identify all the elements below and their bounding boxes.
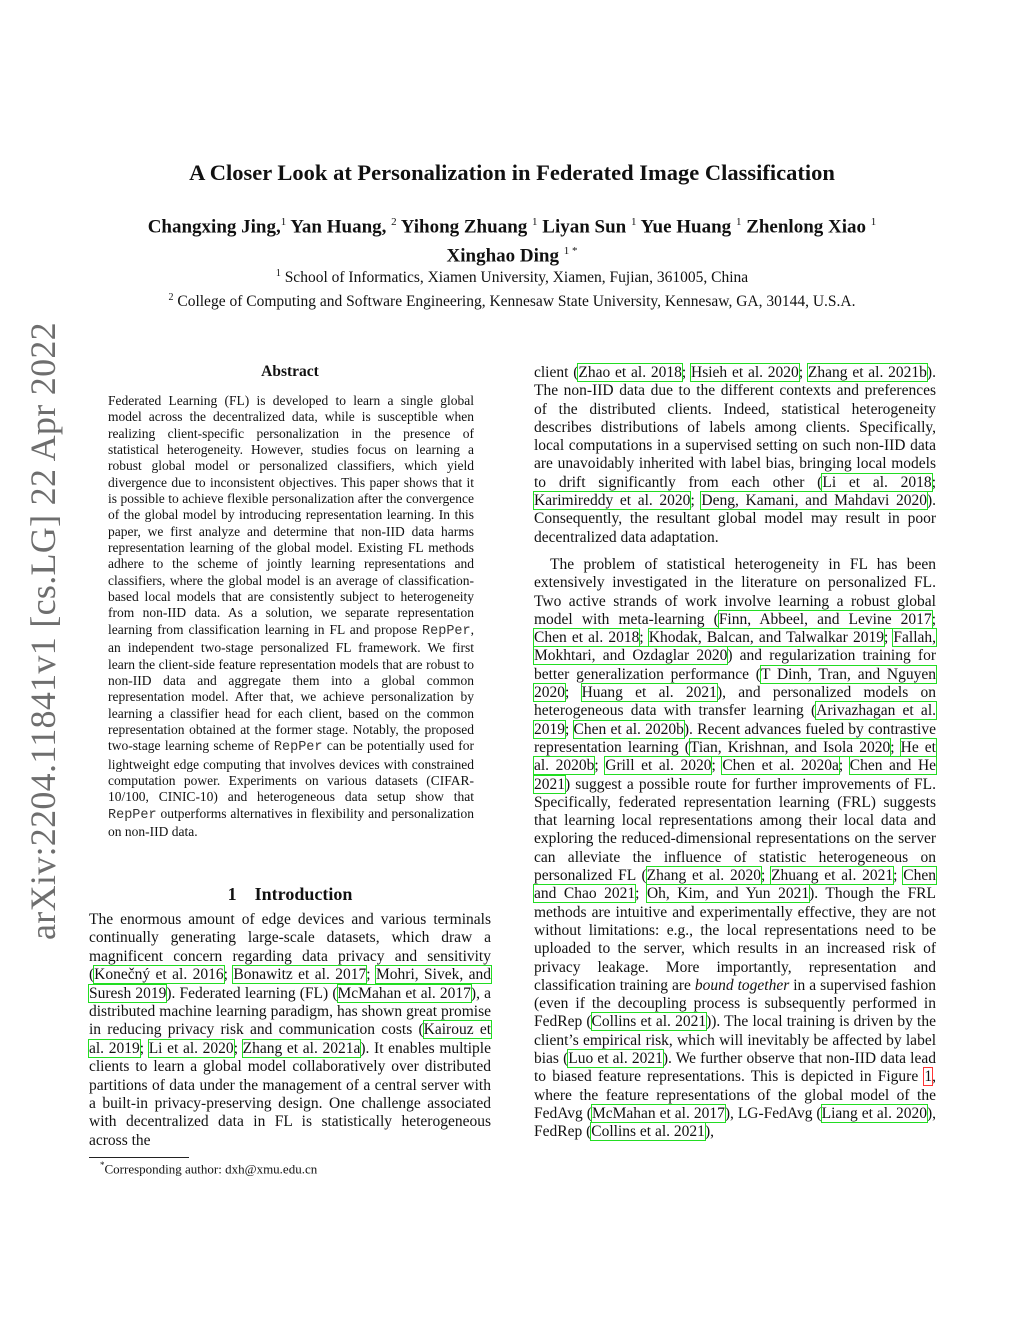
section-number: 1 xyxy=(227,884,237,904)
citation-link[interactable]: Li et al. 2020 xyxy=(148,1039,234,1057)
citation-link[interactable]: Hsieh et al. 2020 xyxy=(691,364,799,381)
paper-title: A Closer Look at Personalization in Federated Image Classification xyxy=(189,160,835,185)
citation-link[interactable]: Luo et al. 2021 xyxy=(568,1049,663,1067)
affiliation-mark: 1 xyxy=(870,216,877,228)
body-text: ; xyxy=(798,364,808,381)
body-text: ) and regularization training for better generalization performance ( xyxy=(534,647,936,683)
abstract-text: , an independent two-stage personalized FL framework. We first learn the client-side feature representation models that are robust to non-IID data and aggregate them into a global common representation model. After that, we achieve personalization by learning a classifier head for each client, based on the common representation obtained at the former stage. Notably, the proposed two-stage learning scheme of xyxy=(108,621,474,754)
citation-link[interactable]: He et al. 2020b xyxy=(534,738,936,775)
citation-link[interactable]: Oh, Kim, and Yun 2021 xyxy=(646,885,810,903)
citation-link[interactable]: Bonawitz et al. 2017 xyxy=(233,966,367,984)
body-text: ), xyxy=(704,1123,714,1141)
abstract-text: outperforms alternatives in flexibility and personalization on non-IID data. xyxy=(108,805,474,839)
affiliation-text: School of Informatics, Xiamen University, Xiamen, Fujian, 361005, China xyxy=(284,269,749,287)
citation-link[interactable]: Fallah, Mokhtari, and Ozdaglar 2020 xyxy=(534,629,937,665)
body-text: The problem of statistical heterogeneity in FL has been extensively investigated in the literature on personalized FL. Two active strands of work involve learning a robust global model with meta-learning ( xyxy=(534,555,936,628)
citation-link[interactable]: Zhang et al. 2021a xyxy=(242,1039,361,1057)
body-text: ). We further observe that non-IID data lead to biased feature representations. This is depicted in Figure xyxy=(534,1049,936,1086)
citation-link[interactable]: Chen and Chao 2021 xyxy=(534,867,937,903)
affiliation-text: College of Computing and Software Engineering, Kennesaw State University, Kennesaw, GA, 30144, U.S.A. xyxy=(177,293,856,311)
affiliation-mark: 1 xyxy=(735,216,742,228)
citation-link[interactable]: Chen and He 2021 xyxy=(534,757,937,793)
abstract-heading: Abstract xyxy=(261,363,319,380)
body-text: ; xyxy=(639,629,649,647)
body-text: ). Recent advances fueled by contrastive representation learning ( xyxy=(534,720,936,756)
body-text: ; xyxy=(565,684,582,702)
body-text: client ( xyxy=(534,364,579,381)
citation-link[interactable]: Finn, Abbeel, and Levine 2017 xyxy=(718,610,932,628)
method-name: RepPer xyxy=(273,740,323,756)
intro-paragraph xyxy=(89,911,491,1150)
body-text: ), FedRep ( xyxy=(534,1104,936,1141)
citation-link[interactable]: McMahan et al. 2017 xyxy=(337,984,471,1002)
citation-link[interactable]: Grill et al. 2020 xyxy=(605,757,712,775)
author-name: Xinghao Ding xyxy=(446,245,559,267)
author-name: Zhenlong Xiao xyxy=(746,216,867,238)
citation-link[interactable]: Chen et al. 2020b xyxy=(573,720,684,738)
body-text: The enormous amount of edge devices and various terminals continually generating large-scale datasets, which draw a magnificent concern regarding data privacy and sensitivity ( xyxy=(89,911,491,984)
body-text: ; xyxy=(890,738,901,756)
body-text: ; xyxy=(883,629,894,647)
footnote-text: Corresponding author: dxh@xmu.edu.cn xyxy=(104,1161,318,1177)
arxiv-stamp: arXiv:2204.11841v1 [cs.LG] 22 Apr 2022 xyxy=(23,322,63,940)
body-text: ; xyxy=(931,473,936,491)
body-text: ; xyxy=(565,720,574,738)
citation-link[interactable]: Huang et al. 2021 xyxy=(581,684,717,702)
citation-link[interactable]: Chen et al. 2020a xyxy=(722,757,839,775)
author-name: Liyan Sun xyxy=(542,216,627,238)
citation-link[interactable]: Collins et al. 2021 xyxy=(591,1123,705,1141)
body-text: ; xyxy=(681,364,691,381)
author-name: Yue Huang xyxy=(640,216,732,238)
footnote xyxy=(100,1160,490,1177)
affiliation-mark: 1 xyxy=(275,268,281,279)
body-text: ; xyxy=(594,757,606,775)
body-text: ; xyxy=(711,757,723,775)
body-text: ). Though the FRL methods are intuitive and experimentally effective, they are not without limitations: e.g., the local representations need to be uploaded to the server, which results in an increased risk of privacy leakage. More importantly, representation and classification training are xyxy=(534,885,936,994)
body-text: ), a distributed machine learning paradigm, has shown great promise in reducing privacy risk and communication costs ( xyxy=(89,984,491,1039)
citation-link[interactable]: Zhao et al. 2018 xyxy=(578,364,682,381)
body-text: , where the feature representations of the global model of the FedAvg ( xyxy=(534,1068,936,1122)
citation-link[interactable]: Arivazhagan et al. 2019 xyxy=(534,702,936,738)
section-heading xyxy=(89,884,491,905)
citation-link[interactable]: Mohri, Sivek, and Suresh 2019 xyxy=(89,966,492,1002)
author-name: Changxing Jing, xyxy=(147,216,281,238)
body-text: ), and personalized models on heterogeneous data with transfer learning ( xyxy=(534,684,936,720)
citation-link[interactable]: Chen et al. 2018 xyxy=(534,629,640,647)
affiliation-1 xyxy=(60,264,964,288)
body-text: ; xyxy=(233,1039,243,1057)
footnote-mark: * xyxy=(100,1160,105,1170)
body-text: ; xyxy=(893,867,904,885)
citation-link[interactable]: Collins et al. 2021 xyxy=(591,1013,707,1031)
citation-link[interactable]: Kairouz et al. 2019 xyxy=(89,1021,492,1057)
affiliation-2 xyxy=(60,288,964,312)
citation-link[interactable]: T Dinh, Tran, and Nguyen 2020 xyxy=(534,665,936,702)
section-title: Introduction xyxy=(254,884,353,904)
body-text: ; xyxy=(760,867,772,885)
citation-link[interactable]: Konečný et al. 2016 xyxy=(94,966,224,984)
citation-link[interactable]: Khodak, Balcan, and Talwalkar 2019 xyxy=(648,629,884,647)
affiliation-mark: 1 xyxy=(532,216,538,228)
affiliation-mark: 2 xyxy=(391,216,397,228)
body-text: in a supervised fashion (even if the decoupling process is subsequently performed in FedRep ( xyxy=(534,976,936,1031)
citation-link[interactable]: Zhang et al. 2020 xyxy=(646,867,761,885)
body-text: ) suggest a possible route for further improvements of FL. Specifically, federated representation learning (FRL) suggests that learning local representations among their local data and exploring the reduced-dimensional representations on the server can alleviate the influence of statistic heterogeneous on personalized FL ( xyxy=(534,775,936,885)
body-text: ; xyxy=(366,966,376,984)
citation-link[interactable]: Li et al. 2018 xyxy=(822,473,932,491)
body-text: ; xyxy=(223,966,234,984)
body-text: ; xyxy=(635,885,647,903)
citation-link[interactable]: Karimireddy et al. 2020 xyxy=(534,492,691,510)
affiliation-mark: 1 xyxy=(631,216,637,228)
author-list xyxy=(80,210,944,269)
citation-link[interactable]: Zhuang et al. 2021 xyxy=(771,867,894,885)
body-text: ; xyxy=(690,492,702,510)
body-text: ; xyxy=(931,610,936,628)
emphasis-text: bound together xyxy=(694,976,790,994)
body-text: ; xyxy=(139,1039,149,1057)
citation-link[interactable]: Deng, Kamani, and Mahdavi 2020 xyxy=(701,492,927,510)
footnote-rule xyxy=(89,1157,189,1158)
citation-link[interactable]: Tian, Krishnan, and Isola 2020 xyxy=(689,738,891,756)
figure-link[interactable]: 1 xyxy=(924,1068,933,1086)
citation-link[interactable]: Zhang et al. 2021b xyxy=(807,364,927,381)
citation-link[interactable]: McMahan et al. 2017 xyxy=(591,1104,725,1122)
affiliation-mark: 1 * xyxy=(563,245,578,258)
abstract-text: can be potentially used for lightweight edge computing that involves devices with constrained computation power. Experiments on various datasets (CIFAR-10/100, CINIC-10) and heterogeneous data setup show that xyxy=(108,738,474,805)
paragraph xyxy=(534,364,936,547)
author-name: Yihong Zhuang xyxy=(400,216,528,238)
body-text: ; xyxy=(838,757,850,775)
body-text: ). It enables multiple clients to learn a global model collaboratively over distributed partitions of data under the management of a central server with a built-in privacy-preserving design. One challenge associated with decentralized data in FL is statistically heterogeneous across the xyxy=(89,1039,491,1149)
abstract-text: Federated Learning (FL) is developed to learn a single global model across the decentralized data, while is susceptible when realizing client-specific personalization in the presence of statistical heterogeneity. However, studies focus on learning a robust global model or personalized classifiers, which yield divergence due to inconsistent objectives. This paper shows that it is possible to achieve flexible personalization after the convergence of the global model by introducing representation learning. In this paper, we first analyze and determine that non-IID data harms representation learning of the global model. Existing FL methods adhere to the scheme of jointly learning representations and classifiers, where the global model is an average of classification-based local models that are consistently subject to heterogeneity from non-IID data. As a solution, we separate representation learning from classification learning in FL and propose xyxy=(108,393,474,637)
body-text: ). Consequently, the resultant global model may result in poor decentralized data adaptation. xyxy=(534,492,936,546)
method-name: RepPer xyxy=(108,807,157,823)
affiliations xyxy=(60,264,964,312)
body-text: ). Federated learning (FL) ( xyxy=(166,984,338,1002)
body-text: ). The non-IID data due to the different contexts and preferences of the distributed clients. Indeed, statistical heterogeneity describes distributions of labels among clients. Specifically, local computations in a supervised setting on such non-IID data are unavoidably inherited with label bias, bringing local models to drift significantly from each other ( xyxy=(534,364,936,491)
body-text: ), LG-FedAvg ( xyxy=(724,1104,822,1122)
abstract-body xyxy=(108,393,474,840)
right-column xyxy=(534,364,936,1141)
method-name: RepPer xyxy=(422,623,471,639)
affiliation-mark: 2 xyxy=(168,292,174,304)
citation-link[interactable]: Liang et al. 2020 xyxy=(821,1104,927,1122)
paragraph xyxy=(534,556,936,1142)
author-name: Yan Huang, xyxy=(290,216,387,238)
body-text: )). The local training is driven by the client’s empirical risk, which will inevitably be affected by label bias ( xyxy=(534,1013,936,1067)
affiliation-mark: 1 xyxy=(280,216,287,228)
